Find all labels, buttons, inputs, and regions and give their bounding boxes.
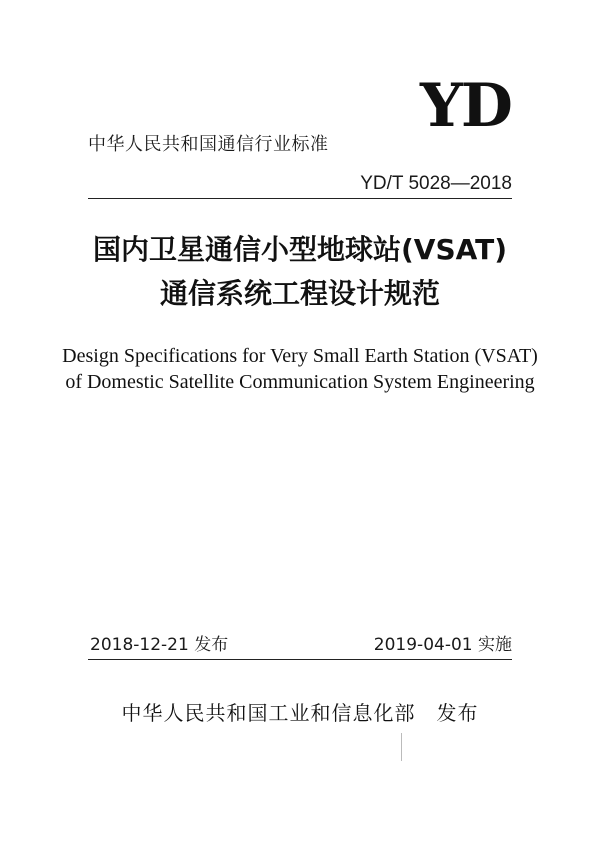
chinese-title-line-1: 国内卫星通信小型地球站(VSAT) [92,233,508,266]
scan-mark [401,733,402,761]
english-title-line-1: Design Specifications for Very Small Earth Station (VSAT) [62,345,538,367]
yd-logo: YD [420,71,511,141]
issue-date: 2018-12-21 发布 [90,635,229,655]
implementation-date: 2019-04-01 实施 [373,635,512,655]
english-title-line-2: of Domestic Satellite Communication System Engineering [65,371,535,393]
issuing-authority: 中华人民共和国工业和信息化部 发布 [121,701,479,725]
standard-number: YD/T 5028—2018 [360,173,512,194]
top-divider [88,198,512,199]
bottom-divider [88,659,512,660]
chinese-title-line-2: 通信系统工程设计规范 [159,277,440,310]
industry-standard-label: 中华人民共和国通信行业标准 [88,134,329,155]
